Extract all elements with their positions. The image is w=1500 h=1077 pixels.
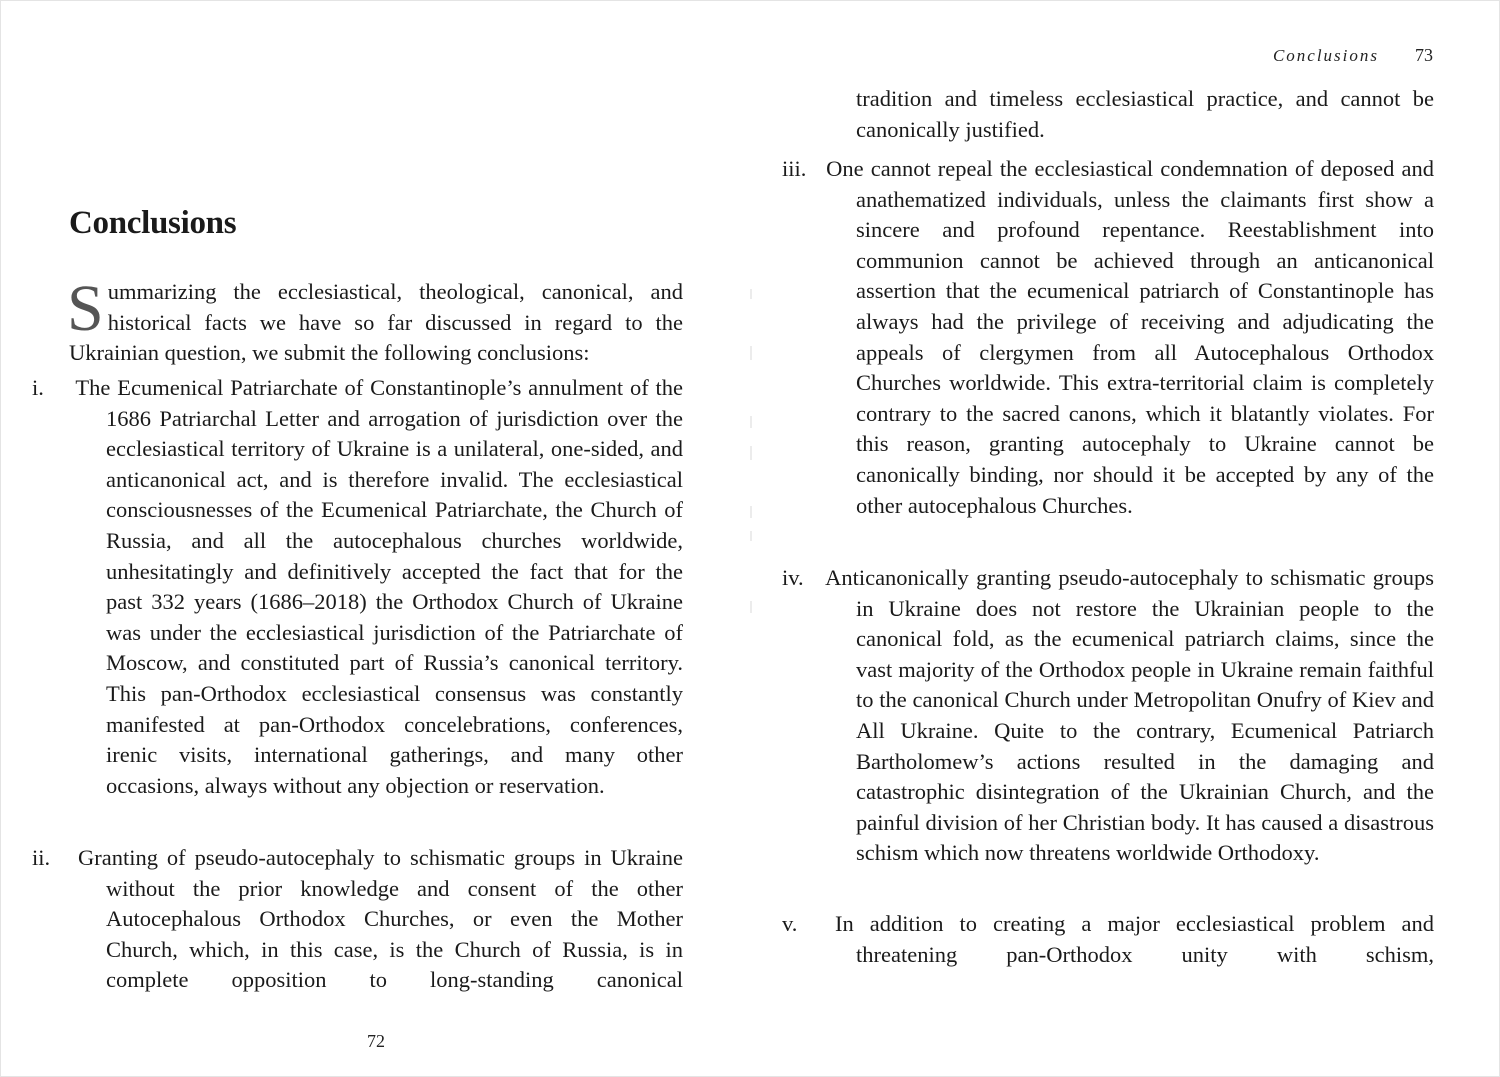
- running-head: [1273, 45, 1433, 66]
- intro-paragraph: [67, 272, 683, 369]
- intro-text: ummarizing the ecclesiastical, theological, canonical, and historical facts we have so far discussed in regard to the Ukrainian question, we submit the following conclusions:: [69, 279, 683, 366]
- page-number-left: 72: [367, 1031, 385, 1051]
- running-head-title: Conclusions: [1272, 46, 1379, 65]
- continuation-text: tradition and timeless ecclesiastical practice, and cannot be canonically justified.: [856, 86, 1434, 142]
- conclusion-item-ii: ii. Granting of pseudo-autocephaly to schismatic groups in Ukraine without the prior knowledge and consent of the other Autocephalous Orthodox Churches, or even the Mother Church, which, in this case, is the Church of Russia, is in complete opposition to long-standing canonical: [32, 845, 684, 993]
- drop-cap: S: [67, 272, 104, 345]
- conclusion-item-i: i. The Ecumenical Patriarchate of Constantinople’s annulment of the 1686 Patriarchal Letter and arrogation of jurisdiction over the ecclesiastical territory of Ukraine is a unilateral, one-sided, and anticanonical act, and is therefore invalid. The ecclesiastical consciousnesses of the Ecumenical Patriarchate, the Church of Russia, and all the autocephalous churches worldwide, unhesitatingly and definitively accepted the fact that for the past 332 years (1686–2018) the Orthodox Church of Ukraine was under the ecclesiastical jurisdiction of the Patriarchate of Moscow, and constituted part of Russia’s canonical territory. This pan-Orthodox ecclesiastical consensus was constantly manifested at pan-Orthodox concelebrations, conferences, irenic visits, international gatherings, and many other occasions, always without any objection or reservation.: [32, 375, 683, 798]
- item-text: Granting of pseudo-autocephaly to schismatic groups in Ukraine without the prior knowledge and consent of the other Autocephalous Orthodox Churches, or even the Mother Church, which, in this case, is the Church of Russia, is in complete opposition to long-standing canonical: [77, 845, 684, 993]
- chapter-title: Conclusions: [69, 205, 237, 241]
- gutter-mark: [750, 506, 752, 518]
- gutter-mark: [750, 289, 752, 299]
- gutter-mark: [750, 601, 752, 613]
- continued-text: [856, 84, 1434, 145]
- gutter-mark: [750, 416, 752, 428]
- conclusion-item-v: v. In addition to creating a major ecclesiastical problem and threatening pan-Orthodox unity with schism,: [782, 911, 1434, 967]
- gutter-mark: [750, 531, 752, 541]
- item-text: One cannot repeal the ecclesiastical condemnation of deposed and anathematized individuals, unless the claimants first show a sincere and profound repentance. Reestablishment into communion cannot be achieved through an anticanonical assertion that the ecumenical patriarch of Constantinople has always had the privilege of receiving and adjudicating the appeals of clergymen from all Autocephalous Orthodox Churches worldwide. This extra-territorial claim is completely contrary to the sacred canons, which it blatantly violates. For this reason, granting autocephaly to Ukraine cannot be canonically binding, nor should it be accepted by any of the other autocephalous Churches.: [826, 156, 1435, 518]
- conclusion-item-iv: iv. Anticanonically granting pseudo-autocephaly to schismatic groups in Ukraine does not restore the Ukrainian people to the canonical fold, as the ecumenical patriarch claims, since the vast majority of the Orthodox people in Ukraine remain faithful to the canonical Church under Metropolitan Onufry of Kiev and All Ukraine. Quite to the contrary, Ecumenical Patriarch Bartholomew’s actions resulted in the damaging and catastrophic disintegration of the Ukrainian Church, and the painful division of her Christian body. It has caused a disastrous schism which now threatens worldwide Orthodoxy.: [782, 565, 1434, 866]
- item-text: The Ecumenical Patriarchate of Constantinople’s annulment of the 1686 Patriarchal Letter and arrogation of jurisdiction over the ecclesiastical territory of Ukraine is a unilateral, one-sided, and anticanonical act, and is therefore invalid. The ecclesiastical consciousnesses of the Ecumenical Patriarchate, the Church of Russia, and all the autocephalous churches worldwide, unhesitatingly and definitively accepted the fact that for the past 332 years (1686–2018) the Orthodox Church of Ukraine was under the ecclesiastical jurisdiction of the Patriarchate of Moscow, and constituted part of Russia’s canonical territory. This pan-Orthodox ecclesiastical consensus was constantly manifested at pan-Orthodox concelebrations, conferences, irenic visits, international gatherings, and many other occasions, always without any objection or reservation.: [75, 375, 683, 798]
- left-page: [1, 1, 751, 1076]
- item-text: In addition to creating a major ecclesiastical problem and threatening pan-Orthodox unity with schism,: [835, 911, 1434, 967]
- item-text: Anticanonically granting pseudo-autocephaly to schismatic groups in Ukraine does not restore the Ukrainian people to the canonical fold, as the ecumenical patriarch claims, since the vast majority of the Orthodox people in Ukraine remain faithful to the canonical Church under Metropolitan Onufry of Kiev and All Ukraine. Quite to the contrary, Ecumenical Patriarch Bartholomew’s actions resulted in the damaging and catastrophic disintegration of the Ukrainian Church, and the painful division of her Christian body. It has caused a disastrous schism which now threatens worldwide Orthodoxy.: [825, 565, 1434, 866]
- gutter-mark: [750, 446, 752, 460]
- gutter-mark: [750, 346, 752, 360]
- page-number-right: 73: [1415, 45, 1433, 65]
- conclusion-item-iii: iii. One cannot repeal the ecclesiastical condemnation of deposed and anathematized individuals, unless the claimants first show a sincere and profound repentance. Reestablishment into communion cannot be achieved through an anticanonical assertion that the ecumenical patriarch of Constantinople has always had the privilege of receiving and adjudicating the appeals of clergymen from all Autocephalous Orthodox Churches worldwide. This extra-territorial claim is completely contrary to the sacred canons, which it blatantly violates. For this reason, granting autocephaly to Ukraine cannot be canonically binding, nor should it be accepted by any of the other autocephalous Churches.: [782, 156, 1435, 518]
